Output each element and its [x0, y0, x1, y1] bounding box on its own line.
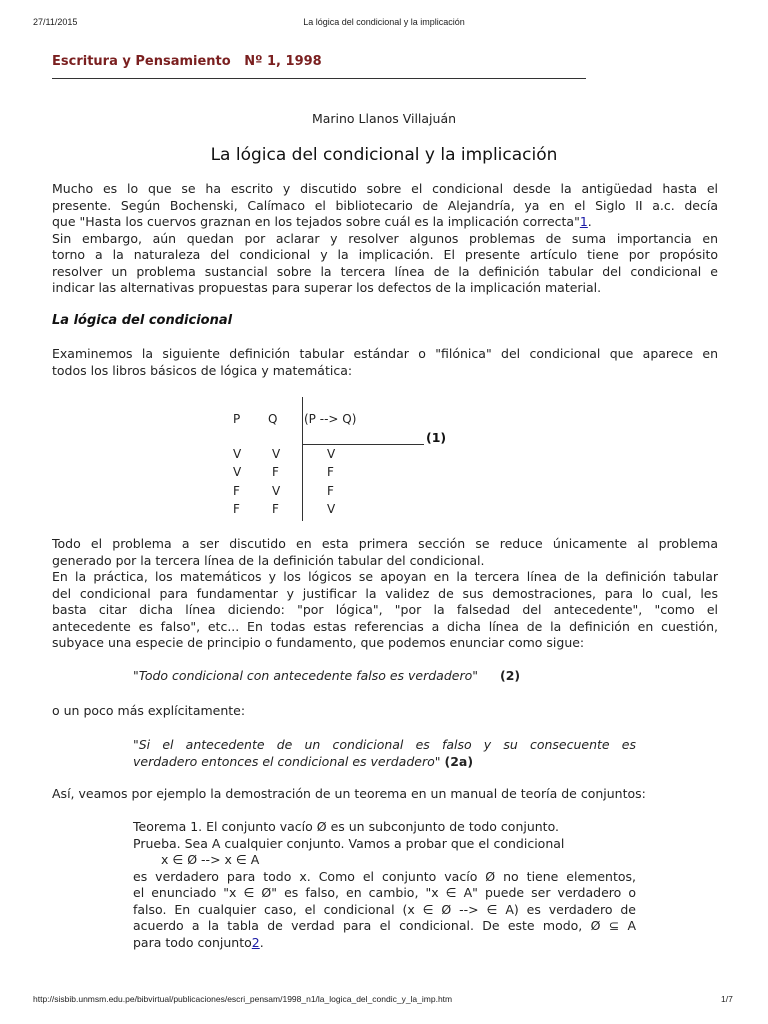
quote-text: Todo condicional con antecedente falso es verdadero	[138, 668, 473, 683]
transition-text	[52, 703, 718, 720]
text-line: indicar las alternativas propuestas para superar los defectos de la implicación material.	[52, 280, 602, 295]
article-title: La lógica del condicional y la implicación	[210, 145, 558, 165]
table-cell: F	[327, 484, 334, 498]
text-line: generado por la tercera línea de la definición tabular del condicional.	[52, 552, 485, 568]
text-line: todos los libros básicos de lógica y matemática:	[52, 362, 353, 378]
quote-label: (2)	[500, 668, 521, 683]
table-header-p: P	[233, 412, 241, 426]
text-line: Mucho es lo que se ha escrito y discutido sobre el condicional desde la antigüedad hasta el	[52, 181, 718, 196]
quote-label: (2a)	[444, 753, 474, 769]
quote-mark: "	[133, 668, 139, 683]
text-line	[133, 935, 636, 952]
text-line: Así, veamos por ejemplo la demostración de un teorema en un manual de teoría de conjuntos:	[52, 786, 646, 801]
quote-mark: "	[133, 737, 139, 752]
table-cell: V	[233, 465, 242, 479]
print-page-title: La lógica del condicional y la implicación	[303, 17, 465, 27]
text-line: antecedente es falso", etc... En todas estas referencias a dicha línea de la definición en cuestión,	[52, 618, 718, 634]
example-intro	[52, 786, 718, 803]
text-line: Examinemos la siguiente definición tabular estándar o "filónica" del condicional que aparece en	[52, 346, 718, 361]
text-line: presente. Según Bochenski, Calímaco el bibliotecario de Alejandría, ya en el Siglo II a.c. decía	[52, 197, 718, 213]
print-date: 27/11/2015	[33, 17, 78, 27]
text-line	[133, 754, 636, 771]
text-line: En la práctica, los matemáticos y los lógicos se apoyan en la tercera línea de la definición tabular	[52, 569, 718, 584]
text-segment: que "Hasta los cuervos graznan en los tejados sobre cuál es la implicación correcta"	[52, 214, 580, 229]
print-page-number: 1/7	[721, 994, 733, 1004]
text-segment: .	[587, 214, 592, 229]
text-line: es verdadero para todo x. Como el conjunto vacío Ø no tiene elementos,	[133, 868, 636, 884]
table-cell: F	[327, 465, 334, 479]
text-line: subyace una especie de principio o fundamento, que podemos enunciar como sigue:	[52, 635, 585, 650]
text-line: Teorema 1. El conjunto vacío Ø es un subconjunto de todo conjunto.	[133, 819, 559, 834]
table-label: (1)	[426, 430, 447, 445]
text-segment: .	[259, 934, 264, 950]
author-name: Marino Llanos Villajuán	[311, 111, 457, 126]
table-header-pq: (P --> Q)	[304, 412, 357, 426]
text-line: el enunciado "x ∈ Ø" es falso, en cambio, "x ∈ A" puede ser verdadero o	[133, 885, 636, 900]
text-line: acuerdo a la tabla de verdad para el condicional. De este modo, Ø ⊆ A	[133, 918, 636, 933]
print-url: http://sisbib.unmsm.edu.pe/bibvirtual/publicaciones/escri_pensam/1998_n1/la_logica_del_condic_y_la_imp.htm	[33, 994, 453, 1004]
footnote-link-1[interactable]: 1	[579, 214, 588, 229]
text-line: falso. En cualquier caso, el condicional (x ∈ Ø --> ∈ A) es verdadero de	[133, 901, 636, 917]
table-cell: V	[327, 447, 336, 461]
table-cell: V	[272, 447, 281, 461]
quote-mark: "	[472, 668, 479, 683]
principle-quote-explicit	[133, 737, 636, 770]
text-line: Todo el problema a ser discutido en esta primera sección se reduce únicamente al problema	[52, 536, 718, 551]
text-line: x ∈ Ø --> x ∈ A	[161, 852, 260, 867]
table-header-q: Q	[268, 412, 278, 426]
table-cell: F	[272, 465, 279, 479]
text-line: basta citar dicha línea diciendo: "por lógica", "por la falsedad del antecedente", "como el	[52, 602, 718, 617]
text-line	[52, 214, 718, 231]
table-cell: V	[233, 447, 242, 461]
journal-heading: Escritura y Pensamiento Nº 1, 1998	[52, 54, 322, 69]
text-line: Sin embargo, aún quedan por aclarar y resolver algunos problemas de suma importancia en	[52, 230, 718, 246]
text-line: del condicional para fundamentar y justificar la validez de sus demostraciones, para lo cual, les	[52, 585, 718, 601]
table-cell: V	[272, 484, 281, 498]
quote-text: Si el antecedente de un condicional es falso y su consecuente es	[138, 737, 636, 752]
header-divider	[52, 78, 586, 79]
table-horizontal-rule	[302, 444, 424, 445]
table-vertical-rule	[302, 397, 303, 521]
text-line: resolver un problema sustancial sobre la tercera línea de la definición tabular del condicional e	[52, 263, 718, 279]
table-cell: V	[327, 502, 336, 516]
quote-text: verdadero entonces el condicional es verdadero	[133, 753, 435, 769]
discussion-paragraph	[52, 536, 718, 652]
table-intro-paragraph	[52, 346, 718, 379]
theorem-block	[133, 819, 636, 951]
text-line: Prueba. Sea A cualquier conjunto. Vamos a probar que el condicional	[133, 835, 565, 851]
text-line: torno a la naturaleza del condicional y la implicación. El presente artículo tiene por propósito	[52, 247, 718, 262]
principle-quote	[133, 668, 520, 685]
table-cell: F	[233, 484, 240, 498]
footnote-link-2[interactable]: 2	[251, 934, 260, 950]
table-cell: F	[233, 502, 240, 516]
section-heading: La lógica del condicional	[52, 313, 233, 328]
quote-mark: "	[434, 753, 441, 769]
text-segment: para todo conjunto	[133, 934, 252, 950]
text-line: o un poco más explícitamente:	[52, 703, 246, 718]
intro-paragraph	[52, 181, 718, 297]
text-line	[133, 737, 636, 754]
table-cell: F	[272, 502, 279, 516]
